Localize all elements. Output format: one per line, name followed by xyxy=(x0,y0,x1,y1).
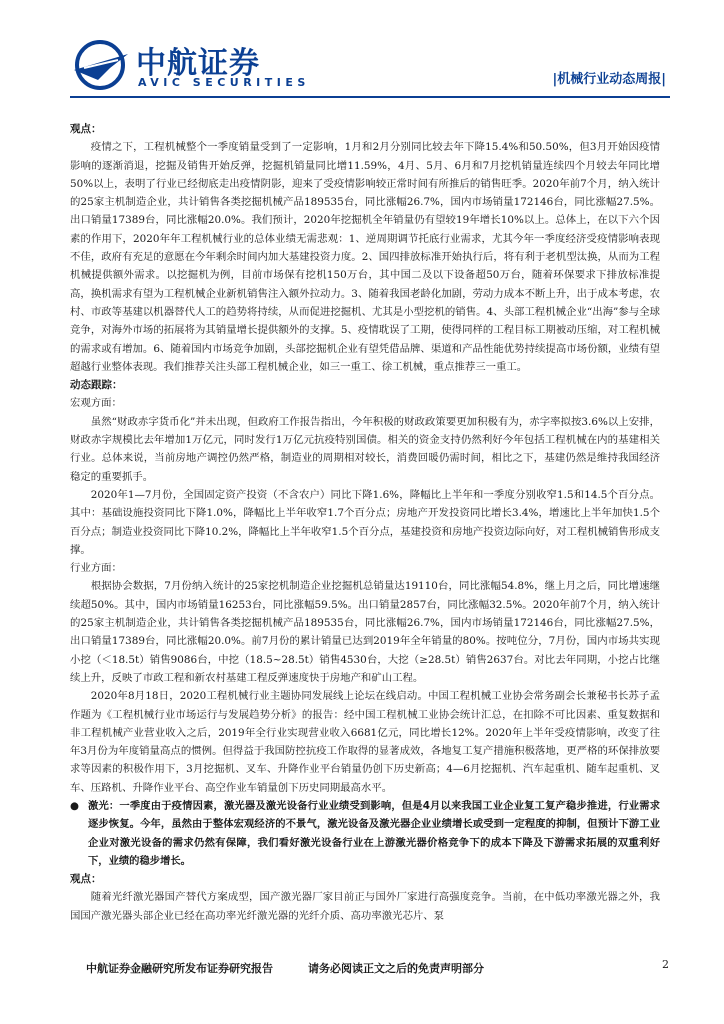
paragraph-macro-1: 虽然“财政赤字货币化”并未出现，但政府工作报告指出，今年积极的财政政策要更加积极有为，赤字率拟按3.6%以上安排，财政赤字规模比去年增加1万亿元，同时发行1万亿元抗疫特别国债。相关的资金支持仍然利好今年包括工程机械在内的基建相关行业。总体来说，当前房地产调控仍然严格，制造业的周期相对较长，消费回暖仍需时间，相比之下，基建仍然是维持我国经济稳定的重要抓手。 xyxy=(70,415,660,483)
avic-logo-icon xyxy=(70,40,130,90)
section-heading-viewpoint: 观点： xyxy=(70,123,102,135)
paragraph-industry-1: 根据协会数据，7月份纳入统计的25家挖机制造企业挖掘机总销量达19110台，同比涨幅54.8%，继上月之后，同比增速继续超50%。其中，国内市场销量16253台，同比涨幅59.5%。出口销量2857台，同比涨幅32.5%。2020年前7个月，纳入统计的25家主机制造企业，共计销售各类挖掘机械产品189535台，同比涨幅26.7%，国内市场销量172146台，同比涨幅27.5%，出口销量17389台，同比涨幅20.0%。前7月份的累计销量已达到2019年全年销量的80%。按吨位分，7月份，国内市场共实现小挖（＜18.5t）销售9086台，中挖（18.5~28.5t）销售4530台，大挖（≥28.5t）销售2637台。对比去年同期，小挖占比继续上升，反映了市政工程和新农村基建工程反弹速度快于房地产和矿山工程。 xyxy=(70,580,660,684)
footer-disclaimer: 请务必阅读正文之后的免责声明部分 xyxy=(308,962,484,975)
report-body xyxy=(70,120,660,925)
logo-text-en: AVIC SECURITIES xyxy=(138,76,310,89)
bullet-laser-text: 激光：一季度由于疫情因素，激光器及激光设备行业业绩受到影响，但是4月以来我国工业企业复工复产稳步推进，行业需求逐步恢复。今年，虽然由于整体宏观经济的不景气，激光设备及激光器企业业绩增长或受到一定程度的抑制，但预计下游工业企业对激光设备的需求仍然有保障，我们看好激光设备行业在上游激光器价格竞争下的成本下降及下游需求拓展的双重利好下，业绩的稳步增长。 xyxy=(88,799,660,867)
logo-text-cn: 中航证券 xyxy=(136,46,260,81)
section-heading-viewpoint-2: 观点： xyxy=(70,873,102,886)
bullet-laser xyxy=(70,797,660,870)
header-divider xyxy=(70,96,670,98)
report-type-label: |机械行业动态周报| xyxy=(552,72,666,87)
subheading-macro: 宏观方面： xyxy=(70,397,122,410)
subheading-industry: 行业方面： xyxy=(70,562,122,575)
paragraph-industry-2: 2020年8月18日，2020工程机械行业主题协同发展线上论坛在线启动。中国工程机械工业协会常务副会长兼秘书长苏子孟作题为《工程机械行业市场运行与发展趋势分析》的报告：经中国工程机械工业协会统计汇总，在扣除不可比因素、重复数据和非工程机械产业营业收入之后，2019年全行业实现营业收入6681亿元，同比增长12%。2020年上半年受疫情影响，改变了往年3月份为年度销量高点的惯例。但得益于我国防控抗疫工作取得的显著成效，各地复工复产措施积极落地，更严格的环保排放要求等因素的积极作用下，3月挖掘机、叉车、升降作业平台销量仍创下历史新高；4—6月挖掘机、汽车起重机、随车起重机、叉车、压路机、升降作业平台、高空作业车销量创下历史同期最高水平。 xyxy=(70,690,660,794)
section-heading-tracking: 动态跟踪： xyxy=(70,379,123,392)
paragraph-laser-viewpoint: 随着光纤激光器国产替代方案成型，国产激光器厂家目前正与国外厂家进行高强度竞争。当前，在中低功率激光器之外，我国国产激光器头部企业已经在高功率光纤激光器的光纤介质、高功率激光芯片、泵 xyxy=(70,891,660,922)
bullet-dot: ● xyxy=(70,799,79,812)
page-number: 2 xyxy=(662,958,669,971)
footer-publisher: 中航证券金融研究所发布证券研究报告 xyxy=(86,962,273,975)
paragraph-macro-2: 2020年1—7月份，全国固定资产投资（不含农户）同比下降1.6%，降幅比上半年和一季度分别收窄1.5和14.5个百分点。其中：基础设施投资同比下降1.0%，降幅比上半年收窄1.7个百分点；房地产开发投资同比增长3.4%，增速比上半年加快1.5个百分点；制造业投资同比下降10.2%，降幅比上半年收窄1.5个百分点，基建投资和房地产投资边际向好，对工程机械销售形成支撑。 xyxy=(70,488,660,556)
paragraph-viewpoint: 疫情之下，工程机械整个一季度销量受到了一定影响，1月和2月分别同比较去年下降15.4%和50.50%，但3月开始因疫情影响的逐渐消退，挖掘及销售开始反弹，挖掘机销量同比增11.59%，4月、5月、6月和7月挖机销量连续四个月较去年同比增50%以上，表明了行业已经彻底走出疫情阴影，迎来了受疫情影响较正常时间有所推后的销售旺季。2020年前7个月，纳入统计的25家主机制造企业，共计销售各类挖掘机械产品189535台，同比涨幅26.7%，国内市场销量172146台，同比涨幅27.5%。出口销量17389台，同比涨幅20.0%。我们预计，2020年挖掘机全年销量仍有望较19年增长10%以上。总体上，在以下六个因素的作用下，2020年年工程机械行业的总体业绩无需悲观：1、逆周期调节托底行业需求，尤其今年一季度经济受疫情影响表现不佳，政府有充足的意愿在今年剩余时间内加大基建投资力度。2、国四排放标准开始执行后，将有利于老机型汰换，从而为工程机械提供额外需求。以挖掘机为例，目前市场保有挖机150万台，其中国二及以下设备超50万台，随着环保要求下排放标准提高，换机需求有望为工程机械企业新机销售注入额外拉动力。3、随着我国老龄化加剧，劳动力成本不断上升，出于成本考虑，农村、市政等基建以机器替代人工的趋势将持续，从而促进挖掘机、尤其是小型挖机的销售。4、头部工程机械企业“出海”参与全球竞争，对海外市场的拓展将为其销量增长提供额外的支撑。5、疫情耽误了工期，使得同样的工程目标工期被动压缩，对工程机械的需求或有增加。6、随着国内市场竞争加剧，头部挖掘机企业有望凭借品牌、渠道和产品性能优势持续提高市场份额，业绩有望超越行业整体表现。我们推荐关注头部工程机械企业，如三一重工、徐工机械，重点推荐三一重工。 xyxy=(70,141,660,373)
page-header xyxy=(0,0,724,110)
